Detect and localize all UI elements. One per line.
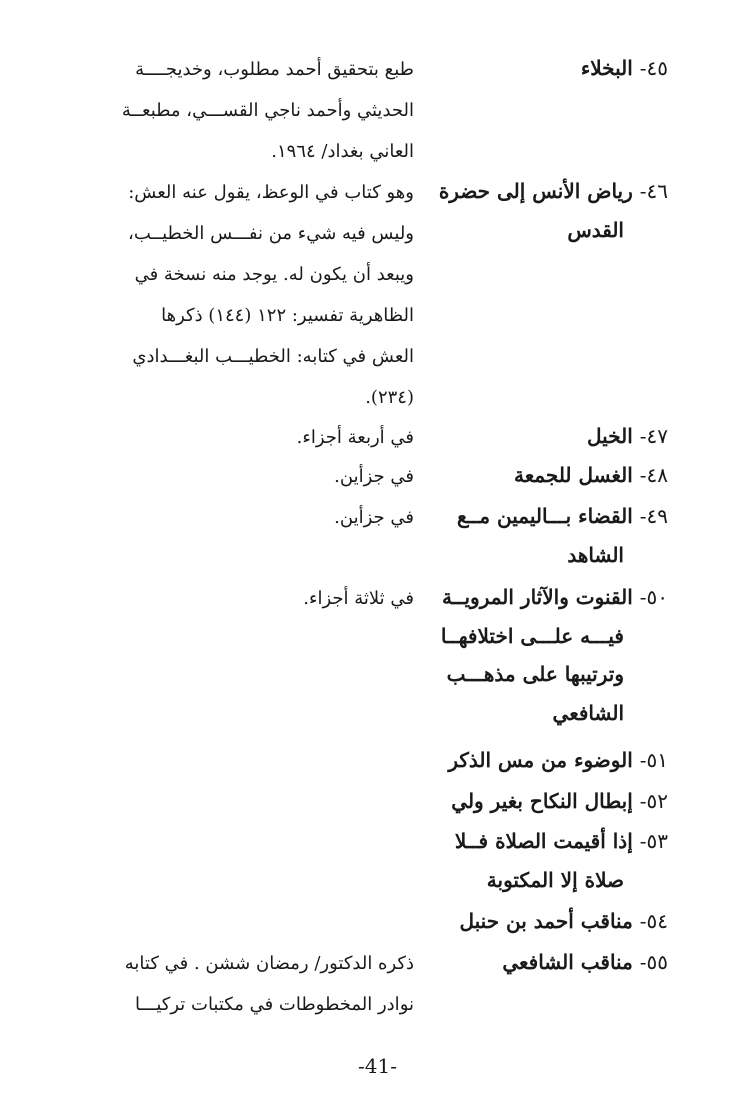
- title-line: صلاة إلا المكتوبة: [486, 867, 624, 892]
- title-line: الغسل للجمعة: [513, 463, 633, 487]
- entry-number: ٤٥-: [639, 56, 668, 80]
- entry-title: [432, 417, 668, 456]
- entry-title: [432, 741, 668, 780]
- entry-note: [100, 456, 414, 497]
- title-line: الشاهد: [567, 542, 624, 567]
- title-line: الخيل: [587, 424, 633, 448]
- entry-number: ٥٠-: [639, 585, 668, 609]
- note-line: العاني بغداد/ ١٩٦٤.: [271, 141, 414, 162]
- entry-title: [432, 822, 668, 899]
- entry-note: [100, 172, 414, 418]
- title-line: رياض الأنس إلى حضرة: [438, 179, 633, 203]
- note-line: وليس فيه شيء من نفـــس الخطيــب،: [128, 223, 414, 244]
- entry-title: [432, 456, 668, 495]
- note-line: العش في كتابه: الخطيـــب البغـــدادي: [132, 346, 414, 367]
- entry-title: [432, 782, 668, 821]
- entry-number: ٥٣-: [639, 829, 668, 853]
- entry-note: [100, 578, 414, 619]
- note-line: في ثلاثة أجزاء.: [303, 588, 414, 609]
- entry-number: ٥٥-: [639, 950, 668, 974]
- title-line: إبطال النكاح بغير ولي: [451, 789, 633, 813]
- entry-title: [432, 497, 668, 574]
- entry-title: [432, 172, 668, 249]
- entry-title: [432, 578, 668, 732]
- entry-number: ٥٤-: [639, 909, 668, 933]
- title-line: القنوت والآثار المرويــة: [442, 585, 633, 609]
- note-line: في جزأين.: [334, 466, 414, 487]
- entry-title: [432, 902, 668, 941]
- entry-note: [100, 497, 414, 538]
- note-line: الظاهرية تفسير: ١٢٢ (١٤٤) ذكرها: [161, 305, 414, 326]
- note-line: (٢٣٤).: [365, 387, 414, 408]
- note-line: نوادر المخطوطات في مكتبات تركيـــا: [135, 994, 414, 1015]
- entry-note: [100, 943, 414, 1025]
- entry-note: [100, 417, 414, 458]
- entry-title: [432, 49, 668, 88]
- entry-number: ٤٧-: [639, 424, 668, 448]
- entry-note: [100, 49, 414, 172]
- title-line: القضاء بـــاليمين مــع: [456, 504, 633, 528]
- entry-title: [432, 943, 668, 982]
- title-line: الشافعي: [552, 700, 624, 725]
- note-line: ذكره الدكتور/ رمضان ششن . في كتابه: [124, 953, 414, 974]
- title-line: القدس: [567, 217, 624, 242]
- entry-number: ٤٨-: [639, 463, 668, 487]
- note-line: الحديثي وأحمد ناجي القســـي، مطبعــة: [121, 100, 414, 121]
- entry-number: ٥٢-: [639, 789, 668, 813]
- note-line: طبع بتحقيق أحمد مطلوب، وخديجــــة: [135, 59, 414, 80]
- title-line: البخلاء: [580, 56, 633, 80]
- title-line: مناقب الشافعي: [502, 950, 633, 974]
- note-line: في أربعة أجزاء.: [296, 427, 414, 448]
- title-line: فيـــه علـــى اختلافهــا: [440, 623, 624, 648]
- title-line: إذا أقيمت الصلاة فــلا: [454, 829, 633, 853]
- note-line: ويبعد أن يكون له. يوجد منه نسخة في: [134, 264, 414, 285]
- entry-number: ٥١-: [639, 748, 668, 772]
- title-line: الوضوء من مس الذكر: [448, 748, 633, 772]
- page-number: -41-: [358, 1054, 397, 1078]
- entry-number: ٤٦-: [639, 179, 668, 203]
- note-line: في جزأين.: [334, 507, 414, 528]
- title-line: مناقب أحمد بن حنبل: [459, 909, 633, 933]
- note-line: وهو كتاب في الوعظ، يقول عنه العش:: [128, 182, 414, 203]
- entry-number: ٤٩-: [639, 504, 668, 528]
- title-line: وترتيبها على مذهـــب: [446, 662, 624, 686]
